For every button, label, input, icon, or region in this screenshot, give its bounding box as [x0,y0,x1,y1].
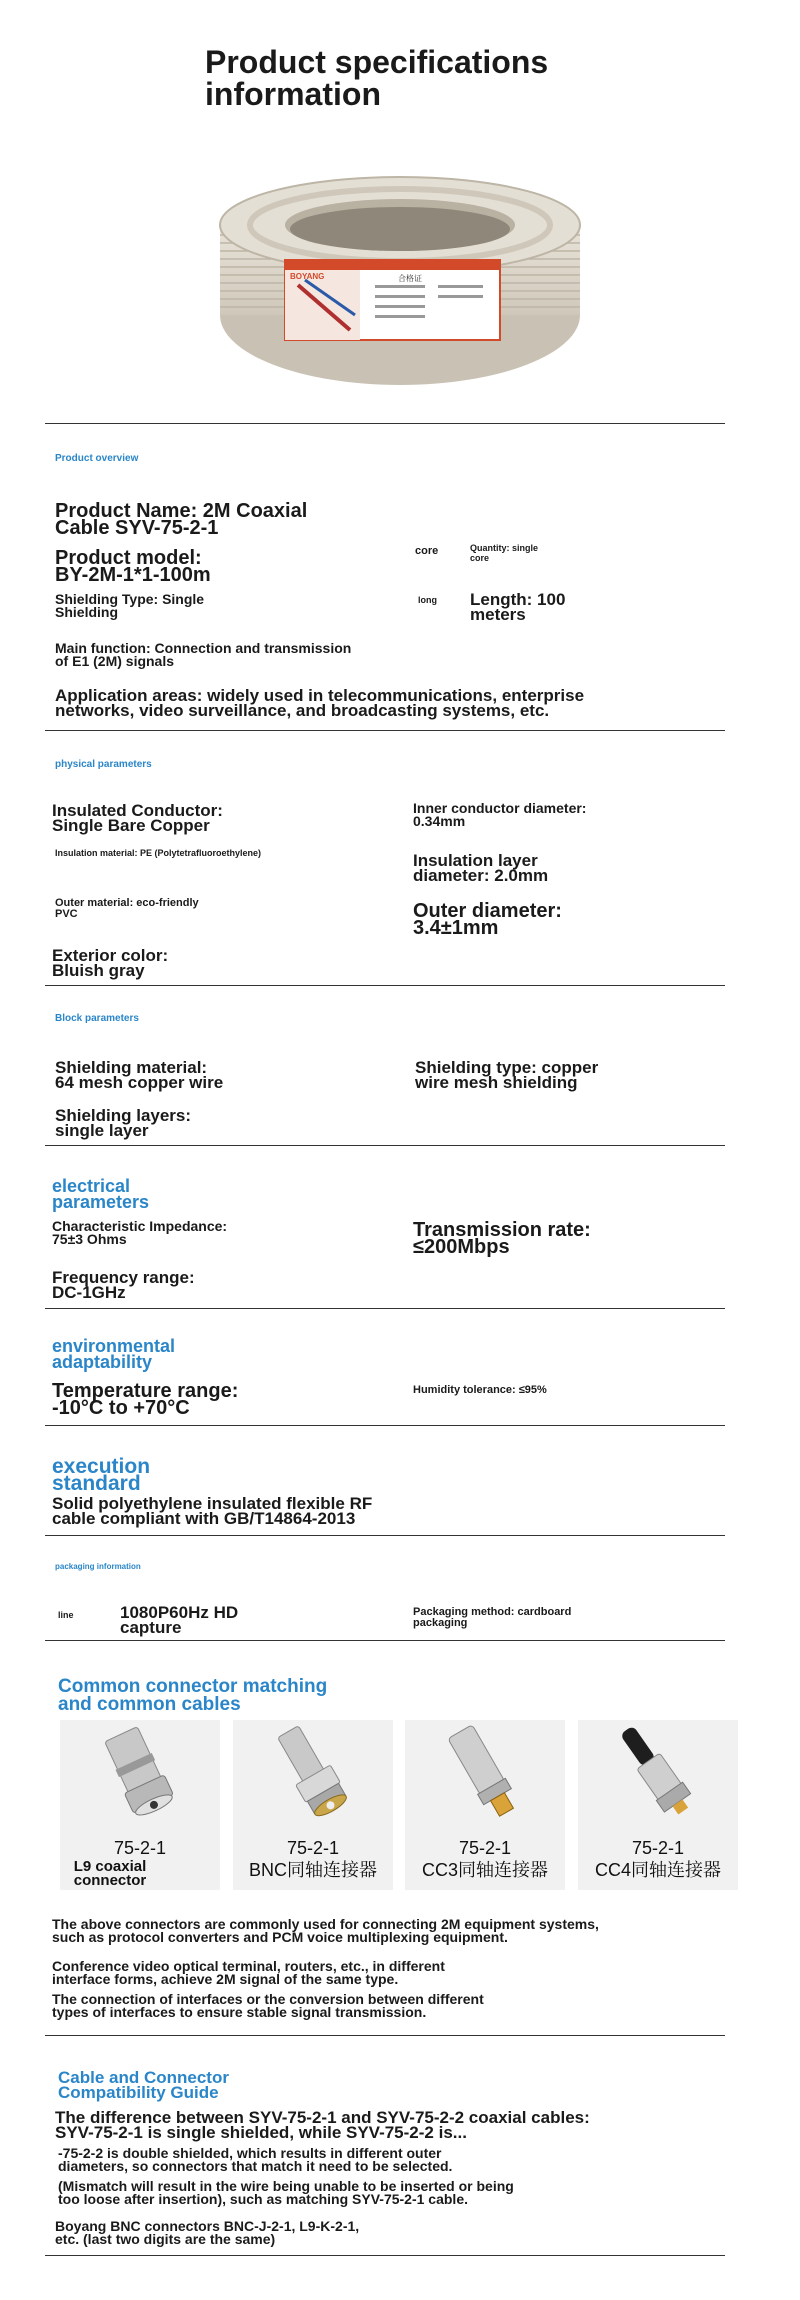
line-label: line [58,1610,74,1620]
section-label-overview: Product overview [55,453,139,464]
exterior-color: Exterior color: Bluish gray [52,946,169,980]
length: Length: 100 meters [470,590,566,624]
compat-paragraph-4: Boyang BNC connectors BNC-J-2-1, L9-K-2-1, etc. (last two digits are the same) [55,2218,360,2247]
section-label-environment: environmental adaptability [52,1336,176,1372]
insulation-material: Insulation material: PE (Polytetrafluoroethylene) [55,848,262,858]
application-areas: Application areas: widely used in telecommunications, enterprise networks, video surveillance, and broadcasting systems, etc. [55,686,585,720]
divider [45,2035,725,2036]
shielding-material: Shielding material: 64 mesh copper wire [55,1058,224,1092]
capture-spec: 1080P60Hz HD capture [120,1603,239,1637]
divider [45,1425,725,1426]
divider [45,2255,725,2256]
section-label-connectors: Common connector matching and common cables [58,1676,328,1715]
connector-card-l9 [60,1720,220,1890]
outer-material: Outer material: eco-friendly PVC [55,897,199,920]
section-label-packaging: packaging information [55,1562,141,1571]
connector-card-bnc [233,1720,393,1890]
connector-note-3: The connection of interfaces or the conversion between different types of interfaces to ensure stable signal transmission. [52,1991,484,2020]
divider [45,730,725,731]
frequency-range: Frequency range: DC-1GHz [52,1268,195,1302]
section-label-execution: execution standard [52,1455,151,1495]
transmission-rate: Transmission rate: ≤200Mbps [413,1219,591,1258]
shielding-type-detail: Shielding type: copper wire mesh shielding [415,1058,599,1092]
l9-connector-image [60,1720,220,1830]
connector-card-cc4 [578,1720,738,1890]
temperature-range: Temperature range: -10°C to +70°C [52,1380,239,1419]
main-function: Main function: Connection and transmission of E1 (2M) signals [55,640,352,669]
quantity: Quantity: single core [470,543,539,563]
connector-name: CC4同轴连接器 [594,1860,721,1880]
connector-card-cc3 [405,1720,565,1890]
divider [45,1640,725,1641]
long-label: long [418,595,437,605]
connector-model: 75-2-1 [113,1838,167,1858]
divider [45,423,725,424]
divider [45,985,725,986]
connector-model: 75-2-1 [286,1838,340,1858]
compat-paragraph-2: -75-2-2 is double shielded, which results in different outer diameters, so connectors that match it need to be selected. [58,2145,453,2174]
certificate-label: 合格证 [398,274,422,283]
execution-standard: Solid polyethylene insulated flexible RF cable compliant with GB/T14864-2013 [52,1494,373,1528]
characteristic-impedance: Characteristic Impedance: 75±3 Ohms [52,1218,228,1247]
insulated-conductor: Insulated Conductor: Single Bare Copper [52,801,223,835]
core-label: core [415,545,439,557]
outer-diameter: Outer diameter: 3.4±1mm [413,900,562,939]
section-label-compatibility: Cable and Connector Compatibility Guide [58,2068,229,2102]
humidity-tolerance: Humidity tolerance: ≤95% [413,1384,547,1396]
cc4-connector-image [578,1720,738,1830]
divider [45,1145,725,1146]
connector-name: CC3同轴连接器 [421,1860,548,1880]
product-name: Product Name: 2M Coaxial Cable SYV-75-2-1 [55,500,308,539]
connector-name: BNC同轴连接器 [248,1860,377,1880]
connector-model: 75-2-1 [631,1838,685,1858]
connector-name: L9 coaxial connector [73,1858,147,1889]
shielding-layers: Shielding layers: single layer [55,1106,192,1140]
connector-note-1: The above connectors are commonly used for connecting 2M equipment systems, such as protocol converters and PCM voice multiplexing equipment. [52,1916,599,1945]
page-title: Product specifications information [205,44,549,112]
cable-coil-image [210,165,590,395]
divider [45,1535,725,1536]
inner-conductor-diameter: Inner conductor diameter: 0.34mm [413,800,587,829]
cc3-connector-image [405,1720,565,1830]
connector-model: 75-2-1 [458,1838,512,1858]
connector-note-2: Conference video optical terminal, routers, etc., in different interface forms, achieve 2M signal of the same type. [52,1958,445,1987]
bnc-connector-image [233,1720,393,1830]
insulation-diameter: Insulation layer diameter: 2.0mm [413,851,549,885]
section-label-electrical: electrical parameters [52,1176,150,1212]
packaging-method: Packaging method: cardboard packaging [413,1606,572,1629]
compat-paragraph-3: (Mismatch will result in the wire being unable to be inserted or being too loose after insertion), such as matching SYV-75-2-1 cable. [58,2178,514,2207]
section-label-block: Block parameters [55,1013,139,1024]
section-label-physical: physical parameters [55,759,152,770]
product-model: Product model: BY-2M-1*1-100m [55,547,211,586]
brand-label: BOYANG [290,272,325,281]
divider [45,1308,725,1309]
compat-paragraph-1: The difference between SYV-75-2-1 and SYV-75-2-2 coaxial cables: SYV-75-2-1 is single shielded, while SYV-75-2-2 is... [55,2108,590,2142]
shielding-type: Shielding Type: Single Shielding [55,591,205,620]
